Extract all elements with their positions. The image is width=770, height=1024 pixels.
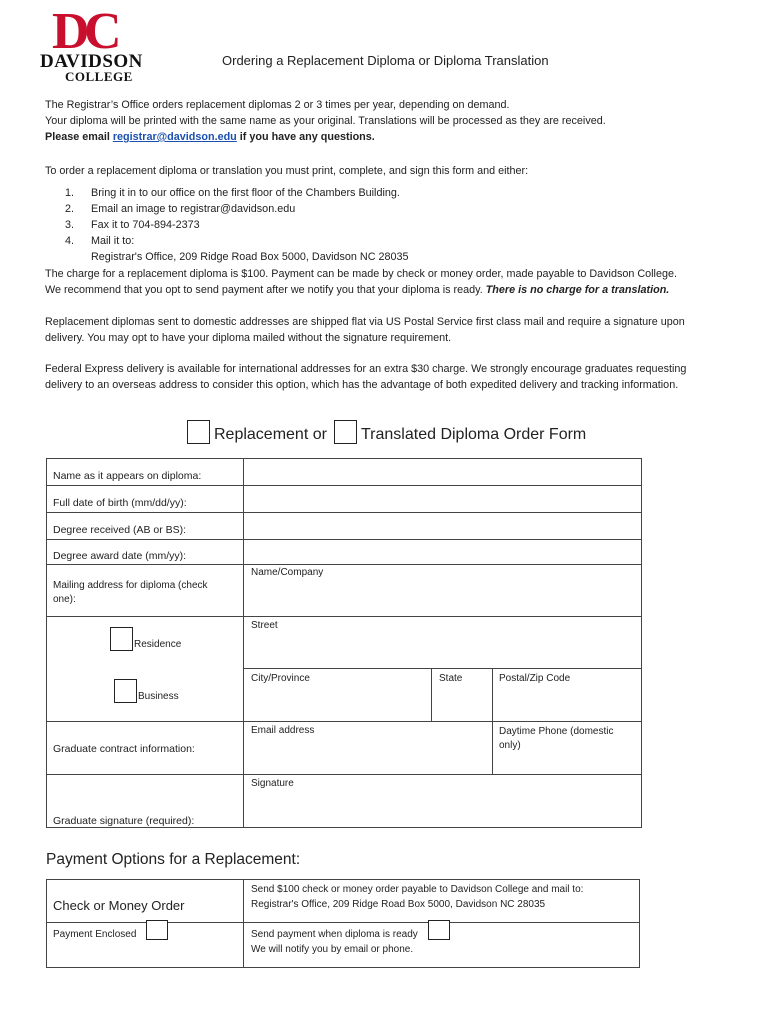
postal-input[interactable]: [492, 668, 642, 722]
street-input[interactable]: [243, 616, 642, 669]
pay-later-line-1: Send payment when diploma is ready: [251, 929, 418, 940]
intro-block: [45, 97, 745, 145]
charge-block: [45, 266, 765, 298]
street-label: Street: [251, 620, 278, 631]
check-instructions-cell: [243, 879, 640, 923]
phone-input[interactable]: [492, 721, 642, 775]
name-input[interactable]: [243, 458, 642, 486]
svg-text:D: D: [52, 4, 90, 54]
translated-checkbox[interactable]: [334, 420, 357, 444]
degree-label-cell: [46, 512, 244, 540]
davidson-logo-mark: [50, 4, 140, 54]
award-label-cell: [46, 539, 244, 565]
sig-label-cell: [46, 774, 244, 828]
pay-later-line-2: We will notify you by email or phone.: [251, 944, 414, 955]
pay-later-cell: [243, 922, 640, 968]
business-checkbox[interactable]: [114, 679, 137, 703]
no-charge-translation: There is no charge for a translation.: [485, 284, 670, 296]
name-company-input[interactable]: [243, 564, 642, 617]
email-label: Email address: [251, 725, 315, 736]
replacement-checkbox[interactable]: [187, 420, 210, 444]
charge-line-2: We recommend that you opt to send payment after we notify you that your diploma is ready. There is no charge for a translation.: [45, 284, 670, 296]
shipping-domestic: Replacement diplomas sent to domestic addresses are shipped flat via US Postal Service first class mail and require a signature upon delivery. You may opt to have your diploma mailed without the signature requirement.: [45, 316, 685, 344]
signature-input[interactable]: [243, 774, 642, 828]
order-steps: [65, 185, 715, 265]
check-instructions-line-1: Send $100 check or money order payable to Davidson College and mail to:: [251, 884, 584, 895]
order-step: 4. Mail it to:: [65, 235, 135, 247]
residence-checkbox[interactable]: [110, 627, 133, 651]
check-money-order-label: Check or Money Order: [53, 898, 185, 913]
intro-line-3: [45, 129, 745, 145]
residence-label: Residence: [134, 639, 182, 650]
contract-label: Graduate contract information:: [53, 743, 195, 755]
phone-label: Daytime Phone (domestic only): [499, 726, 614, 751]
name-company-label: Name/Company: [251, 567, 324, 578]
form-title: Translated Diploma Order Form: [361, 426, 587, 443]
address-type-cell: [46, 616, 244, 722]
state-label: State: [439, 673, 463, 684]
mail-address: Registrar's Office, 209 Ridge Road Box 5000, Davidson NC 28035: [91, 251, 409, 263]
check-instructions-line-2: Registrar's Office, 209 Ridge Road Box 5000, Davidson NC 28035: [251, 899, 546, 910]
degree-input[interactable]: [243, 512, 642, 540]
mailing-label: Mailing address for diploma (check one):: [53, 580, 208, 605]
logo-college-text: COLLEGE: [65, 69, 133, 84]
order-step: 1. Bring it in to our office on the first floor of the Chambers Building.: [65, 187, 400, 199]
city-input[interactable]: [243, 668, 432, 722]
charge-line-1: The charge for a replacement diploma is $100. Payment can be made by check or money order, made payable to Davidson College.: [45, 268, 677, 280]
logo-davidson-text: DAVIDSON: [40, 51, 143, 72]
payment-title: Payment Options for a Replacement:: [46, 851, 301, 868]
page-title: Ordering a Replacement Diploma or Diploma Translation: [222, 53, 549, 68]
enclosed-cell: [46, 922, 244, 968]
order-step: 2. Email an image to registrar@davidson.edu: [65, 203, 296, 215]
signature-label: Graduate signature (required):: [53, 815, 195, 827]
dob-label: Full date of birth (mm/dd/yy):: [53, 497, 187, 509]
intro-email-prefix: Please email: [45, 131, 113, 143]
registrar-email-link[interactable]: registrar@davidson.edu: [112, 131, 237, 143]
shipping-international: Federal Express delivery is available for international addresses for an extra $30 charge. We strongly encourage graduates requesting delivery to an overseas address to consider this option, which has the advantage of both expedited delivery and tracking information.: [45, 363, 687, 391]
postal-label: Postal/Zip Code: [499, 673, 571, 684]
degree-label: Degree received (AB or BS):: [53, 524, 187, 536]
svg-text:C: C: [84, 4, 122, 54]
name-label: Name as it appears on diploma:: [53, 470, 202, 482]
dob-label-cell: [46, 485, 244, 513]
check-label-cell: [46, 879, 244, 923]
award-label: Degree award date (mm/yy):: [53, 550, 187, 562]
state-input[interactable]: [431, 668, 493, 722]
award-input[interactable]: [243, 539, 642, 565]
email-input[interactable]: [243, 721, 493, 775]
contract-label-cell: [46, 721, 244, 775]
replacement-option-label: Replacement or: [214, 426, 327, 443]
payment-enclosed-label: Payment Enclosed: [53, 929, 137, 940]
city-label: City/Province: [251, 673, 310, 684]
intro-line-2: Your diploma will be printed with the same name as your original. Translations will be processed as they are received.: [45, 115, 606, 127]
payment-enclosed-checkbox[interactable]: [146, 920, 168, 940]
intro-email-suffix: if you have any questions.: [236, 131, 375, 143]
name-label-cell: [46, 458, 244, 486]
mailing-label-cell: [46, 564, 244, 617]
intro-line-1: The Registrar’s Office orders replacement diplomas 2 or 3 times per year, depending on demand.: [45, 99, 510, 111]
dob-input[interactable]: [243, 485, 642, 513]
signature-field-label: Signature: [251, 778, 294, 789]
order-lead: To order a replacement diploma or translation you must print, complete, and sign this form and either:: [45, 165, 529, 177]
business-label: Business: [138, 691, 179, 702]
pay-later-checkbox[interactable]: [428, 920, 450, 940]
order-step: 3. Fax it to 704-894-2373: [65, 219, 200, 231]
